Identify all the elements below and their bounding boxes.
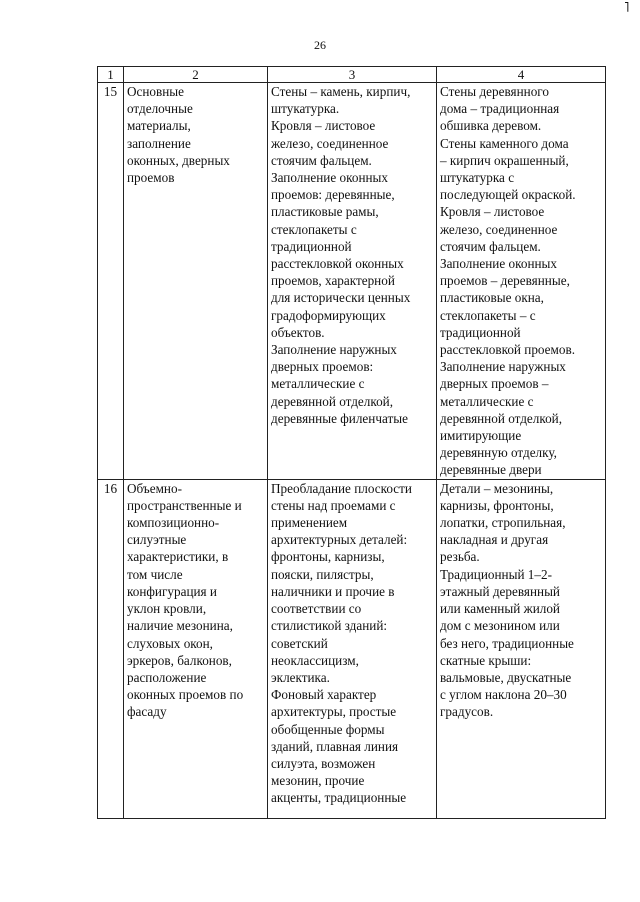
table-cell [437, 83, 606, 480]
corner-mark: ˥ [624, 1, 630, 16]
table-cell [437, 479, 606, 818]
cell-requirements: Стены – камень, кирпич, штукатурка. Кровля – листовое железо, соединенное стоячим фальцем. Заполнение оконных проемов: деревянные, пластиковые рамы, стеклопакеты с традиционной расстекловкой оконных проемов, характерной для исторически ценных градоформирующих объектов. Заполнение наружных дверных проемов: металлические с деревянной отделкой, деревянные филенчатые [271, 84, 411, 426]
page-number: 26 [314, 38, 326, 52]
row-number [98, 83, 124, 480]
table-cell [124, 83, 268, 480]
row-number [98, 479, 124, 818]
cell-traditional: Детали – мезонины, карнизы, фронтоны, лопатки, стропильная, накладная и другая резьба. Традиционный 1–2- этажный деревянный или каменный жилой дом с мезонином или без него, традиционные скатные крыши: вальмовые, двускатные с углом наклона 20–30 градусов. [440, 480, 574, 720]
document-table [97, 66, 606, 819]
cell-requirements: Преобладание плоскости стены над проемами с применением архитектурных деталей: фронтоны, карнизы, пояски, пилястры, наличники и прочие в соответствии со стилистикой зданий: советский неоклассицизм, эклектика. Фоновый характер архитектуры, простые обобщенные формы зданий, плавная линия силуэта, возможен мезонин, прочие акценты, традиционные [271, 480, 412, 806]
table-cell [268, 83, 437, 480]
header-col-4: 4 [437, 67, 606, 83]
table-row [98, 479, 606, 818]
header-col-3: 3 [268, 67, 437, 83]
table-header-row [98, 67, 606, 83]
row-number-text: 16 [103, 480, 118, 496]
row-number-text: 15 [103, 84, 118, 99]
header-col-2: 2 [124, 67, 268, 83]
cell-characteristic: Основные отделочные материалы, заполнение оконных, дверных проемов [127, 84, 230, 186]
table-cell [268, 479, 437, 818]
cell-characteristic: Объемно- пространственные и композиционно- силуэтные характеристики, в том числе конфигурация и уклон кровли, наличие мезонина, слуховых окон, эркеров, балконов, расположение оконных проемов по фасаду [127, 480, 244, 720]
header-col-1: 1 [98, 67, 124, 83]
cell-traditional: Стены деревянного дома – традиционная обшивка деревом. Стены каменного дома – кирпич окрашенный, штукатурка с последующей окраской. Кровля – листовое железо, соединенное стоячим фальцем. Заполнение оконных проемов – деревянные, пластиковые окна, стеклопакеты – с традиционной расстекловкой проемов. Заполнение наружных дверных проемов – металлические с деревянной отделкой, имитирующие деревянную отделку, деревянные двери [440, 84, 576, 478]
table-row [98, 83, 606, 480]
table-cell [124, 479, 268, 818]
